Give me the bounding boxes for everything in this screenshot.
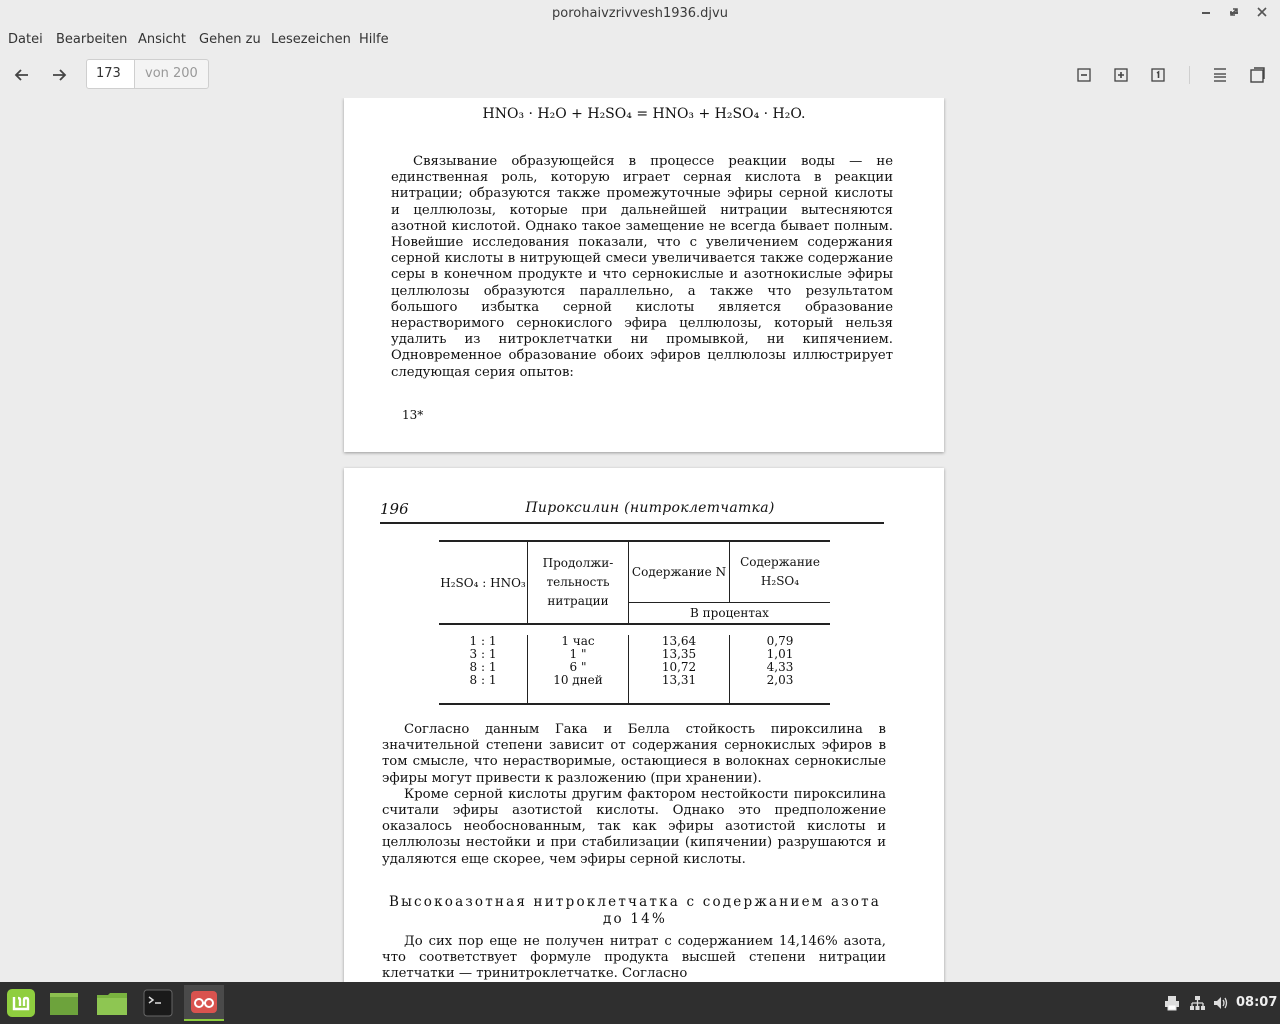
menu-lesezeichen[interactable]: Lesezeichen xyxy=(271,32,351,47)
terminal-button[interactable] xyxy=(138,985,178,1021)
page-number-input[interactable]: 173 xyxy=(86,59,135,89)
page-number: 196 xyxy=(380,500,409,518)
table-spacer xyxy=(730,687,831,704)
clock[interactable]: 08:07 xyxy=(1236,995,1278,1010)
table-cell: 10 дней xyxy=(528,674,629,687)
table-cell: 4,33 xyxy=(766,660,794,674)
printer-icon xyxy=(1164,995,1180,1011)
table-spacer xyxy=(439,687,528,704)
table-row xyxy=(439,674,830,687)
show-desktop-button[interactable] xyxy=(44,985,84,1021)
signature-mark: 13* xyxy=(402,408,424,422)
section-heading: Высокоазотная нитроклетчатка с содержанием азота до 14% xyxy=(388,894,882,927)
table-cell: 3 : 1 xyxy=(439,648,528,661)
menu-bearbeiten[interactable]: Bearbeiten xyxy=(56,32,128,47)
forward-button[interactable] xyxy=(47,64,71,86)
close-icon xyxy=(1257,7,1267,17)
table-cell: 2,03 xyxy=(766,673,794,687)
page-total-label: von 200 xyxy=(134,59,209,89)
data-table xyxy=(439,540,830,705)
table-cell: 1 час xyxy=(528,635,629,648)
menu-hilfe[interactable]: Hilfe xyxy=(359,32,389,47)
back-button[interactable] xyxy=(10,64,34,86)
network-tray-button[interactable] xyxy=(1188,994,1206,1012)
table-spacer xyxy=(629,687,730,704)
table-unit-label: В процентах xyxy=(629,603,831,625)
page1-text xyxy=(391,154,893,381)
taskbar xyxy=(0,982,1280,1024)
window-title: porohaivzrivvesh1936.djvu xyxy=(552,6,728,21)
running-header xyxy=(380,500,884,524)
document-viewer-taskbar-button[interactable] xyxy=(184,985,224,1021)
zoom-original-button[interactable] xyxy=(1146,64,1170,86)
table-cell: 13,31 xyxy=(629,674,730,687)
table-cell: 1 : 1 xyxy=(439,635,528,648)
table-cell: 10,72 xyxy=(629,661,730,674)
page-view-icon xyxy=(1249,67,1265,83)
document-viewer[interactable] xyxy=(0,98,1280,982)
desktop-icon xyxy=(49,990,79,1016)
file-manager-button[interactable] xyxy=(92,985,132,1021)
table-header-sulfuric: Содержание H₂SO₄ xyxy=(740,555,820,588)
paragraph: До сих пор еще не получен нитрат с содержанием 14,146% азота, что соответствует формуле продукта высшей степени нитрации клетчатки — тринитроклетчатке. Согласно xyxy=(382,934,886,982)
continuous-view-icon xyxy=(1213,67,1227,83)
zoom-in-button[interactable] xyxy=(1109,64,1133,86)
table-cell: 1,01 xyxy=(766,647,794,661)
menu-gehen-zu[interactable]: Gehen zu xyxy=(199,32,261,47)
close-button[interactable] xyxy=(1252,4,1272,24)
table-cell: 13,35 xyxy=(629,648,730,661)
table-cell: 0,79 xyxy=(766,634,794,648)
paragraph: Связывание образующейся в процессе реакции воды — не единственная роль, которую играет серная кислота в реакции нитрации; образуются также промежуточные эфиры серной кислоты и целлюлозы, которые при дальнейшей нитрации вытесняются азотной кислотой. Однако такое замещение не всегда бывает полным. Новейшие исследования показали, что с увеличением содержания серной кислоты в нитрующей смеси увеличивается также содержание серы в конечном продукте и что сернокислые и азотнокислые эфиры целлюлозы образуются параллельно, а также что результатом большого избытка серной кислоты является образование нерастворимого сернокислого эфира целлюлозы, который нельзя удалить из нитроклетчатки ни промывкой, ни кипячением. Одновременное образование обоих эфиров целлюлозы иллюстрирует следующая серия опытов: xyxy=(391,154,893,380)
continuous-view-button[interactable] xyxy=(1208,64,1232,86)
printer-tray-button[interactable] xyxy=(1163,994,1181,1012)
zoom-out-icon xyxy=(1077,68,1091,82)
running-title: Пироксилин (нитроклетчатка) xyxy=(525,500,775,516)
toolbar-separator xyxy=(1189,66,1190,84)
chemical-formula: HNO₃ · H₂O + H₂SO₄ = HNO₃ + H₂SO₄ · H₂O. xyxy=(482,106,806,122)
zoom-in-icon xyxy=(1114,68,1128,82)
table-cell: 8 : 1 xyxy=(439,674,528,687)
terminal-icon xyxy=(143,989,173,1017)
table-cell: 8 : 1 xyxy=(439,661,528,674)
table-header-nitrogen: Содержание N xyxy=(629,541,730,603)
zoom-out-button[interactable] xyxy=(1072,64,1096,86)
table-cell: 13,64 xyxy=(629,635,730,648)
title-bar xyxy=(0,0,1280,28)
document-page xyxy=(344,468,944,982)
document-page xyxy=(344,98,944,452)
menu-ansicht[interactable]: Ansicht xyxy=(138,32,187,47)
minimize-window-icon xyxy=(1201,7,1211,17)
mint-logo-icon xyxy=(5,987,37,1019)
arrow-left-icon xyxy=(14,67,30,83)
maximize-button[interactable] xyxy=(1224,4,1244,24)
menu-bar xyxy=(0,28,1280,52)
paragraph: Кроме серной кислоты другим фактором нестойкости пироксилина считали эфиры азотистой кислоты. Однако это предположение оказалось необоснованным, так как эфиры азотистой кислоты и целлюлозы нестойки и при стабилизации (кипячении) разрушаются и удаляются еще скорее, чем эфиры серной кислоты. xyxy=(382,786,886,867)
sidebar-toggle-button[interactable] xyxy=(1245,64,1269,86)
page2-text-continued xyxy=(382,934,886,982)
table-spacer xyxy=(528,687,629,704)
restore-icon xyxy=(1229,7,1239,17)
zoom-original-icon xyxy=(1151,68,1165,82)
arrow-right-icon xyxy=(51,67,67,83)
menu-datei[interactable]: Datei xyxy=(8,32,43,47)
network-icon xyxy=(1189,995,1205,1011)
table-cell: 6 " xyxy=(528,661,629,674)
glasses-icon xyxy=(190,990,218,1014)
table-cell: 1 " xyxy=(528,648,629,661)
volume-tray-button[interactable] xyxy=(1213,994,1231,1012)
minimize-window-button[interactable] xyxy=(1196,4,1216,24)
mint-menu-button[interactable] xyxy=(1,985,41,1021)
page2-text xyxy=(382,722,886,868)
table-header-duration: Продолжи-тельность нитрации xyxy=(528,541,629,624)
table-header-ratio: H₂SO₄ : HNO₃ xyxy=(439,541,528,624)
folder-icon xyxy=(96,990,128,1016)
paragraph: Согласно данным Гака и Белла стойкость пироксилина в значительной степени зависит от содержания сернокислых эфиров в том смысле, что нерастворимые, остающиеся в волокнах сернокислые эфиры могут привести к разложению (при хранении). xyxy=(382,722,886,786)
volume-icon xyxy=(1213,995,1231,1011)
